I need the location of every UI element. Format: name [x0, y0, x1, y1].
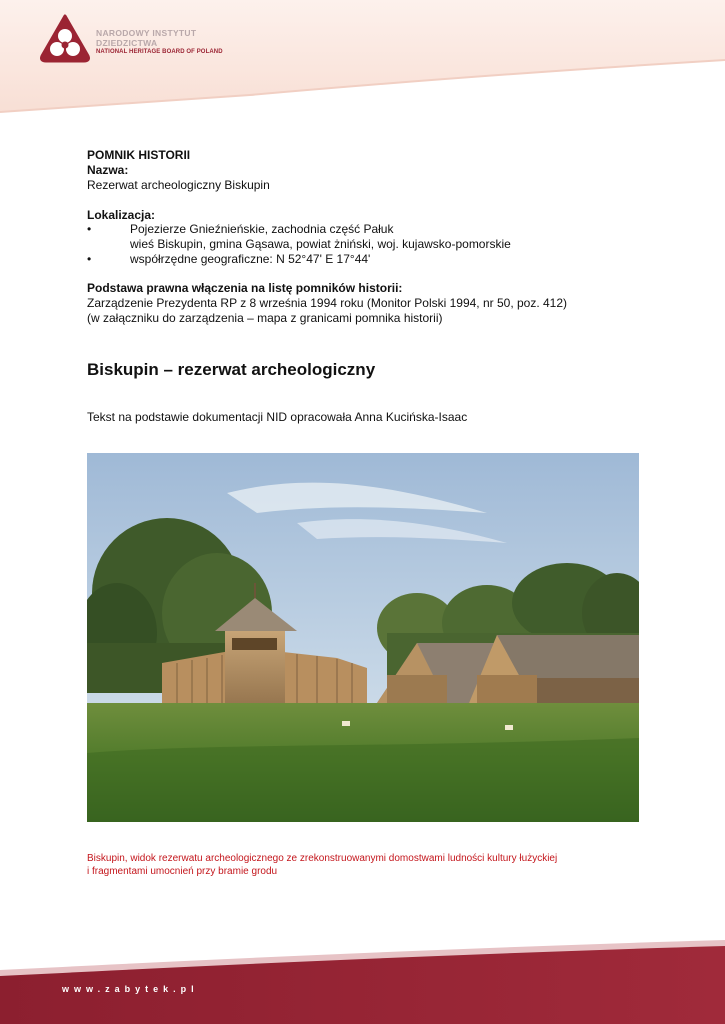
location-item-1-line2: wieś Biskupin, gmina Gąsawa, powiat żniński, woj. kujawsko-pomorskie	[130, 237, 511, 251]
page-title: Biskupin – rezerwat archeologiczny	[87, 360, 376, 379]
caption-line1: Biskupin, widok rezerwatu archeologicznego ze zrekonstruowanymi domostwami ludności kultury łużyckiej	[87, 853, 558, 864]
author-line: Tekst na podstawie dokumentacji NID opracowała Anna Kucińska-Isaac	[87, 410, 468, 424]
nid-trefoil-logo-icon	[40, 14, 90, 64]
name-label: Nazwa:	[87, 163, 129, 177]
bullet-2: •	[87, 252, 92, 266]
location-item-2: współrzędne geograficzne: N 52°47' E 17°44'	[130, 252, 371, 266]
bullet-1: •	[87, 222, 92, 236]
org-name-line2: DZIEDZICTWA	[96, 38, 158, 48]
org-name-line1: NARODOWY INSTYTUT	[96, 28, 197, 38]
location-item-1-line1: Pojezierze Gnieźnieńskie, zachodnia część Pałuk	[130, 222, 394, 236]
name-value: Rezerwat archeologiczny Biskupin	[87, 178, 270, 192]
caption-line2: i fragmentami umocnień przy bramie grodu	[87, 866, 278, 877]
legal-basis-label: Podstawa prawna włączenia na listę pomników historii:	[87, 281, 403, 295]
header-band	[0, 0, 725, 120]
biskupin-photo	[87, 453, 639, 822]
location-label: Lokalizacja:	[87, 208, 156, 222]
document-heading: POMNIK HISTORII	[87, 148, 191, 162]
org-name-english: NATIONAL HERITAGE BOARD OF POLAND	[96, 49, 223, 55]
organization-name	[96, 28, 223, 57]
footer-website-link[interactable]: www.zabytek.pl	[62, 984, 199, 994]
photo-caption	[87, 852, 557, 878]
footer-band	[0, 930, 725, 1024]
legal-basis-line1: Zarządzenie Prezydenta RP z 8 września 1994 roku (Monitor Polski 1994, nr 50, poz. 412)	[87, 296, 568, 310]
legal-basis-line2: (w załączniku do zarządzenia – mapa z granicami pomnika historii)	[87, 311, 443, 325]
